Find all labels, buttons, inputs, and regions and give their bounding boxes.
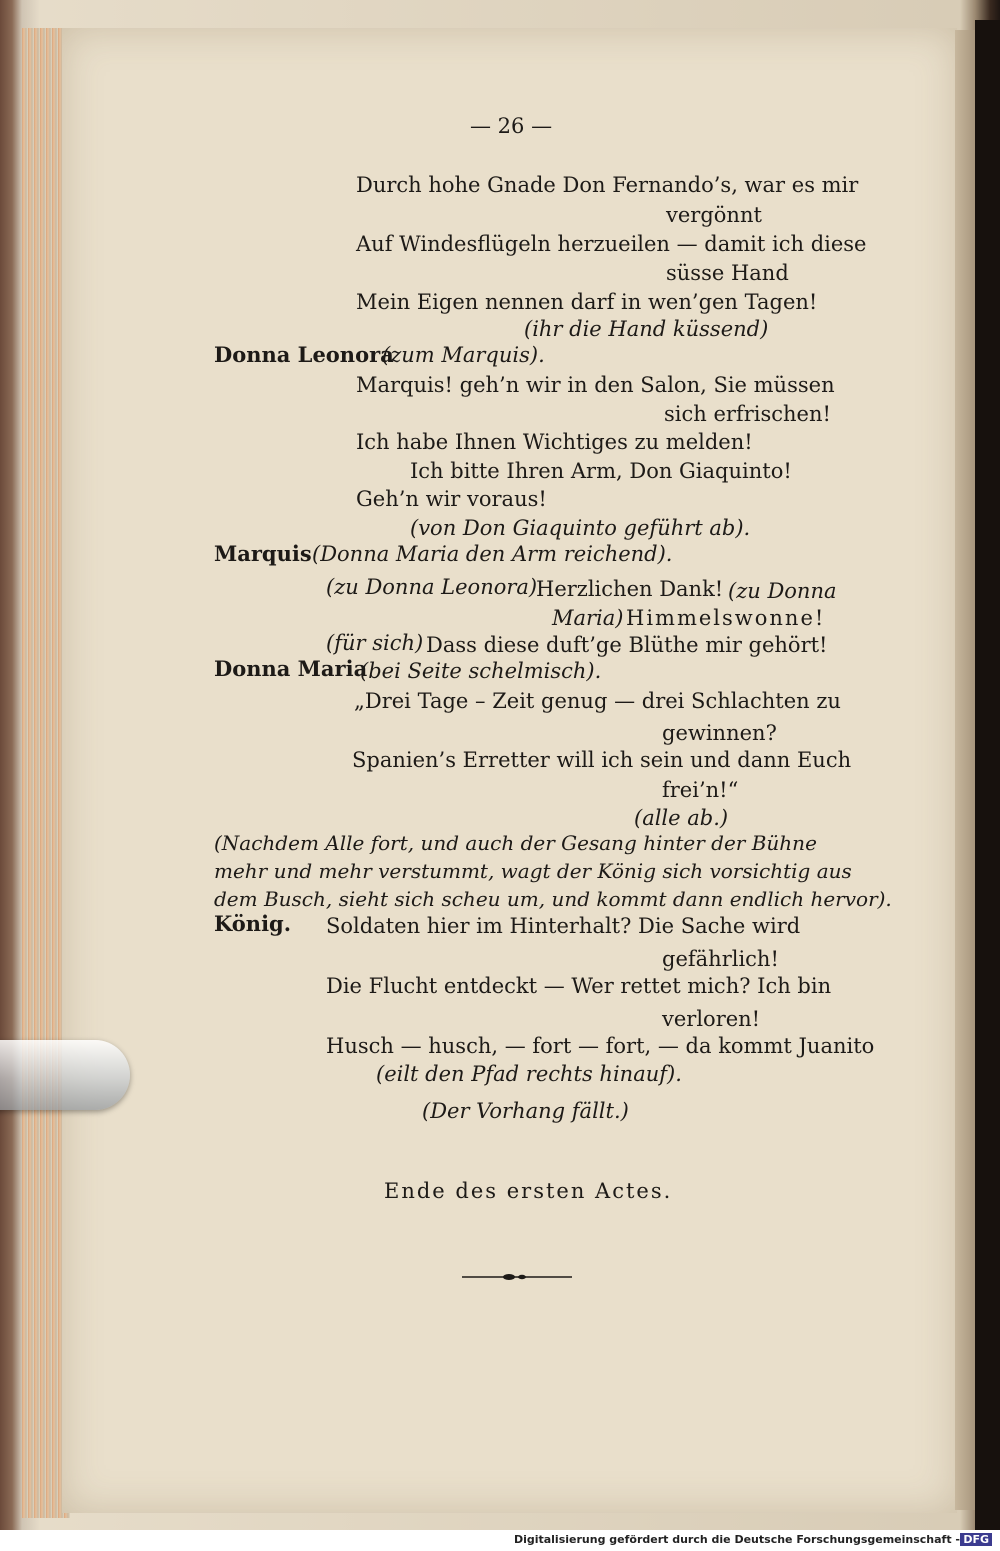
verse-line: Herzlichen Dank!: [536, 577, 724, 601]
stage-direction: Maria): [552, 606, 624, 630]
verse-line: Husch — husch, — fort — fort, — da kommt Juanito: [326, 1034, 875, 1058]
act-end-line: Ende des ersten Actes.: [384, 1179, 673, 1203]
stage-direction: (ihr die Hand küssend): [524, 317, 769, 341]
stage-direction: (zu Donna Leonora): [326, 575, 538, 599]
book-binding: [975, 20, 1000, 1530]
verse-line: Spanien’s Erretter will ich sein und dann Euch: [352, 748, 852, 772]
verse-line: sich erfrischen!: [664, 402, 831, 426]
verse-line: Marquis! geh’n wir in den Salon, Sie müssen: [356, 373, 835, 397]
dfg-logo: DFG: [960, 1533, 992, 1546]
speaker-name: Marquis: [214, 541, 312, 566]
stage-direction: (Nachdem Alle fort, und auch der Gesang hinter der Bühne: [214, 831, 817, 855]
verse-line: vergönnt: [666, 203, 762, 227]
verse-line: Soldaten hier im Hinterhalt? Die Sache wird: [326, 914, 801, 938]
stage-direction: (für sich): [326, 631, 424, 655]
verse-line: Ich bitte Ihren Arm, Don Giaquinto!: [410, 459, 792, 483]
stage-direction: (Donna Maria den Arm reichend).: [312, 542, 673, 566]
verse-line: gefährlich!: [662, 947, 779, 971]
verse-line: Durch hohe Gnade Don Fernando’s, war es mir: [356, 173, 859, 197]
speaker-name: Donna Leonora: [214, 342, 394, 367]
stage-direction: (eilt den Pfad rechts hinauf).: [376, 1062, 682, 1086]
curtain-direction: (Der Vorhang fällt.): [422, 1099, 629, 1123]
stage-direction: (zu Donna: [728, 579, 837, 603]
stage-direction: (zum Marquis).: [382, 343, 545, 367]
verse-line: gewinnen?: [662, 721, 777, 745]
verse-line: Himmelswonne!: [626, 606, 826, 630]
digitization-credit: Digitalisierung gefördert durch die Deutsche Forschungsgemeinschaft -: [513, 1533, 960, 1546]
verse-line: frei’n!“: [662, 778, 739, 802]
verse-line: Dass diese duft’ge Blüthe mir gehört!: [426, 633, 828, 657]
verse-line: süsse Hand: [666, 261, 789, 285]
speaker-name: König.: [214, 911, 292, 936]
page-tab-marker: [0, 1040, 130, 1110]
verse-line: Auf Windesflügeln herzueilen — damit ich diese: [356, 232, 867, 256]
verse-line: verloren!: [662, 1007, 761, 1031]
ornament-divider: [462, 1272, 572, 1282]
page-number: — 26 —: [470, 114, 553, 138]
verse-line: Die Flucht entdeckt — Wer rettet mich? Ich bin: [326, 974, 832, 998]
verse-line: Mein Eigen nennen darf in wen’gen Tagen!: [356, 290, 818, 314]
stage-direction: (bei Seite schelmisch).: [360, 659, 602, 683]
verse-line: „Drei Tage – Zeit genug — drei Schlachten zu: [354, 689, 841, 713]
stage-direction: mehr und mehr verstummt, wagt der König sich vorsichtig aus: [214, 859, 852, 883]
facing-page-edge: [955, 30, 977, 1510]
stage-direction: (alle ab.): [634, 806, 729, 830]
verse-line: Ich habe Ihnen Wichtiges zu melden!: [356, 430, 753, 454]
verse-line: Geh’n wir voraus!: [356, 487, 547, 511]
stage-direction: dem Busch, sieht sich scheu um, und kommt dann endlich hervor).: [214, 887, 892, 911]
speaker-name: Donna Maria: [214, 656, 368, 681]
stage-direction: (von Don Giaquinto geführt ab).: [410, 516, 751, 540]
